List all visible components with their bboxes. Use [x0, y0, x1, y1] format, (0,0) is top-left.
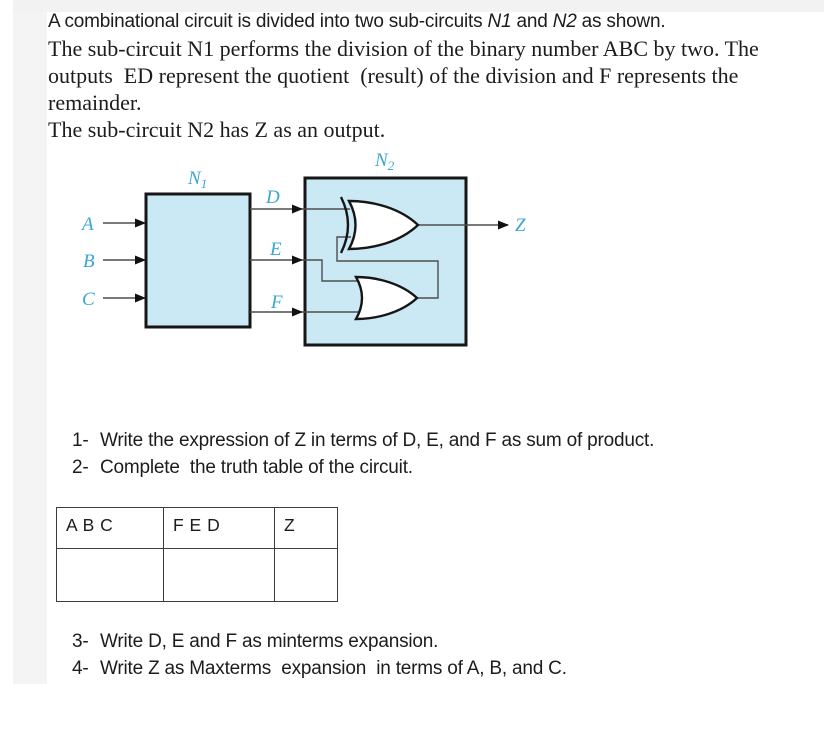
statement-segment: A combinational circuit is divided into two sub-circuits — [48, 11, 488, 32]
question-3-number: 3- — [72, 631, 89, 652]
input-c-arrowhead — [135, 294, 146, 303]
n2-box-label: $N_2$ — [375, 150, 395, 173]
or-to-xor-feedback-wire — [337, 237, 438, 298]
truth-table-header-row — [57, 508, 338, 549]
truth-table — [56, 507, 338, 602]
truth-table-cell-z — [275, 549, 338, 602]
n1-box-label: $N_1$ — [188, 168, 208, 191]
statement-segment: and — [511, 11, 553, 32]
question-2-text: Complete the truth table of the circuit. — [100, 456, 413, 478]
statement-line: outputs ED represent the quotient (result) of the division and F represents the — [48, 63, 739, 88]
or-gate — [356, 277, 417, 319]
truth-table-empty-row — [57, 549, 338, 602]
xor-gate — [349, 201, 418, 249]
question-4-text: Write Z as Maxterms expansion in terms of A, B, and C. — [100, 657, 567, 679]
truth-table-cell-abc — [57, 549, 164, 602]
wire-e-label: E — [270, 239, 282, 260]
input-a-label: A — [82, 214, 94, 235]
question-4-number: 4- — [72, 657, 89, 679]
question-1-number: 1- — [72, 430, 89, 451]
truth-table-header-z: Z — [275, 508, 338, 549]
xor-gate-input-arc — [341, 197, 348, 253]
wire-d-label: D — [266, 187, 280, 208]
question-2-number: 2- — [72, 456, 89, 478]
question-4 — [72, 656, 772, 683]
circuit-diagram — [0, 145, 560, 370]
input-c-label: C — [82, 289, 95, 310]
statement-line: The sub-circuit N1 performs the division of the binary number ABC by two. The — [48, 36, 759, 61]
statement-segment: as shown. — [576, 11, 666, 32]
statement-line: remainder. — [48, 90, 142, 115]
truth-table-cell-fed — [164, 549, 275, 602]
question-1 — [72, 428, 772, 455]
questions-3-4 — [72, 629, 772, 682]
n2-inline-label: N2 — [552, 11, 577, 32]
question-1-text: Write the expression of Z in terms of D, E, and F as sum of product. — [100, 430, 655, 451]
input-b-label: B — [83, 251, 95, 272]
n1-box — [146, 194, 250, 327]
page-left-shading — [13, 12, 47, 684]
truth-table-header-fed: F E D — [164, 508, 275, 549]
n1-inline-label: N1 — [487, 11, 512, 32]
truth-table-header-abc: A B C — [57, 508, 164, 549]
input-b-arrowhead — [135, 256, 146, 265]
wire-f-label: F — [271, 292, 283, 313]
wire-f-arrowhead — [292, 308, 303, 317]
statement-line-sans — [48, 9, 793, 35]
question-2 — [72, 455, 772, 482]
output-z-label: Z — [515, 215, 526, 236]
statement-line: The sub-circuit N2 has Z as an output. — [48, 117, 386, 142]
wire-e-arrowhead — [292, 256, 303, 265]
n2-box — [305, 178, 466, 345]
question-3 — [72, 629, 772, 656]
question-3-text: Write D, E and F as minterms expansion. — [100, 631, 439, 652]
problem-statement — [48, 9, 793, 143]
wire-d-arrowhead — [292, 205, 303, 214]
questions-1-2 — [72, 428, 772, 481]
wire-e — [250, 260, 358, 281]
input-a-arrowhead — [135, 219, 146, 228]
output-z-arrowhead — [498, 221, 509, 230]
